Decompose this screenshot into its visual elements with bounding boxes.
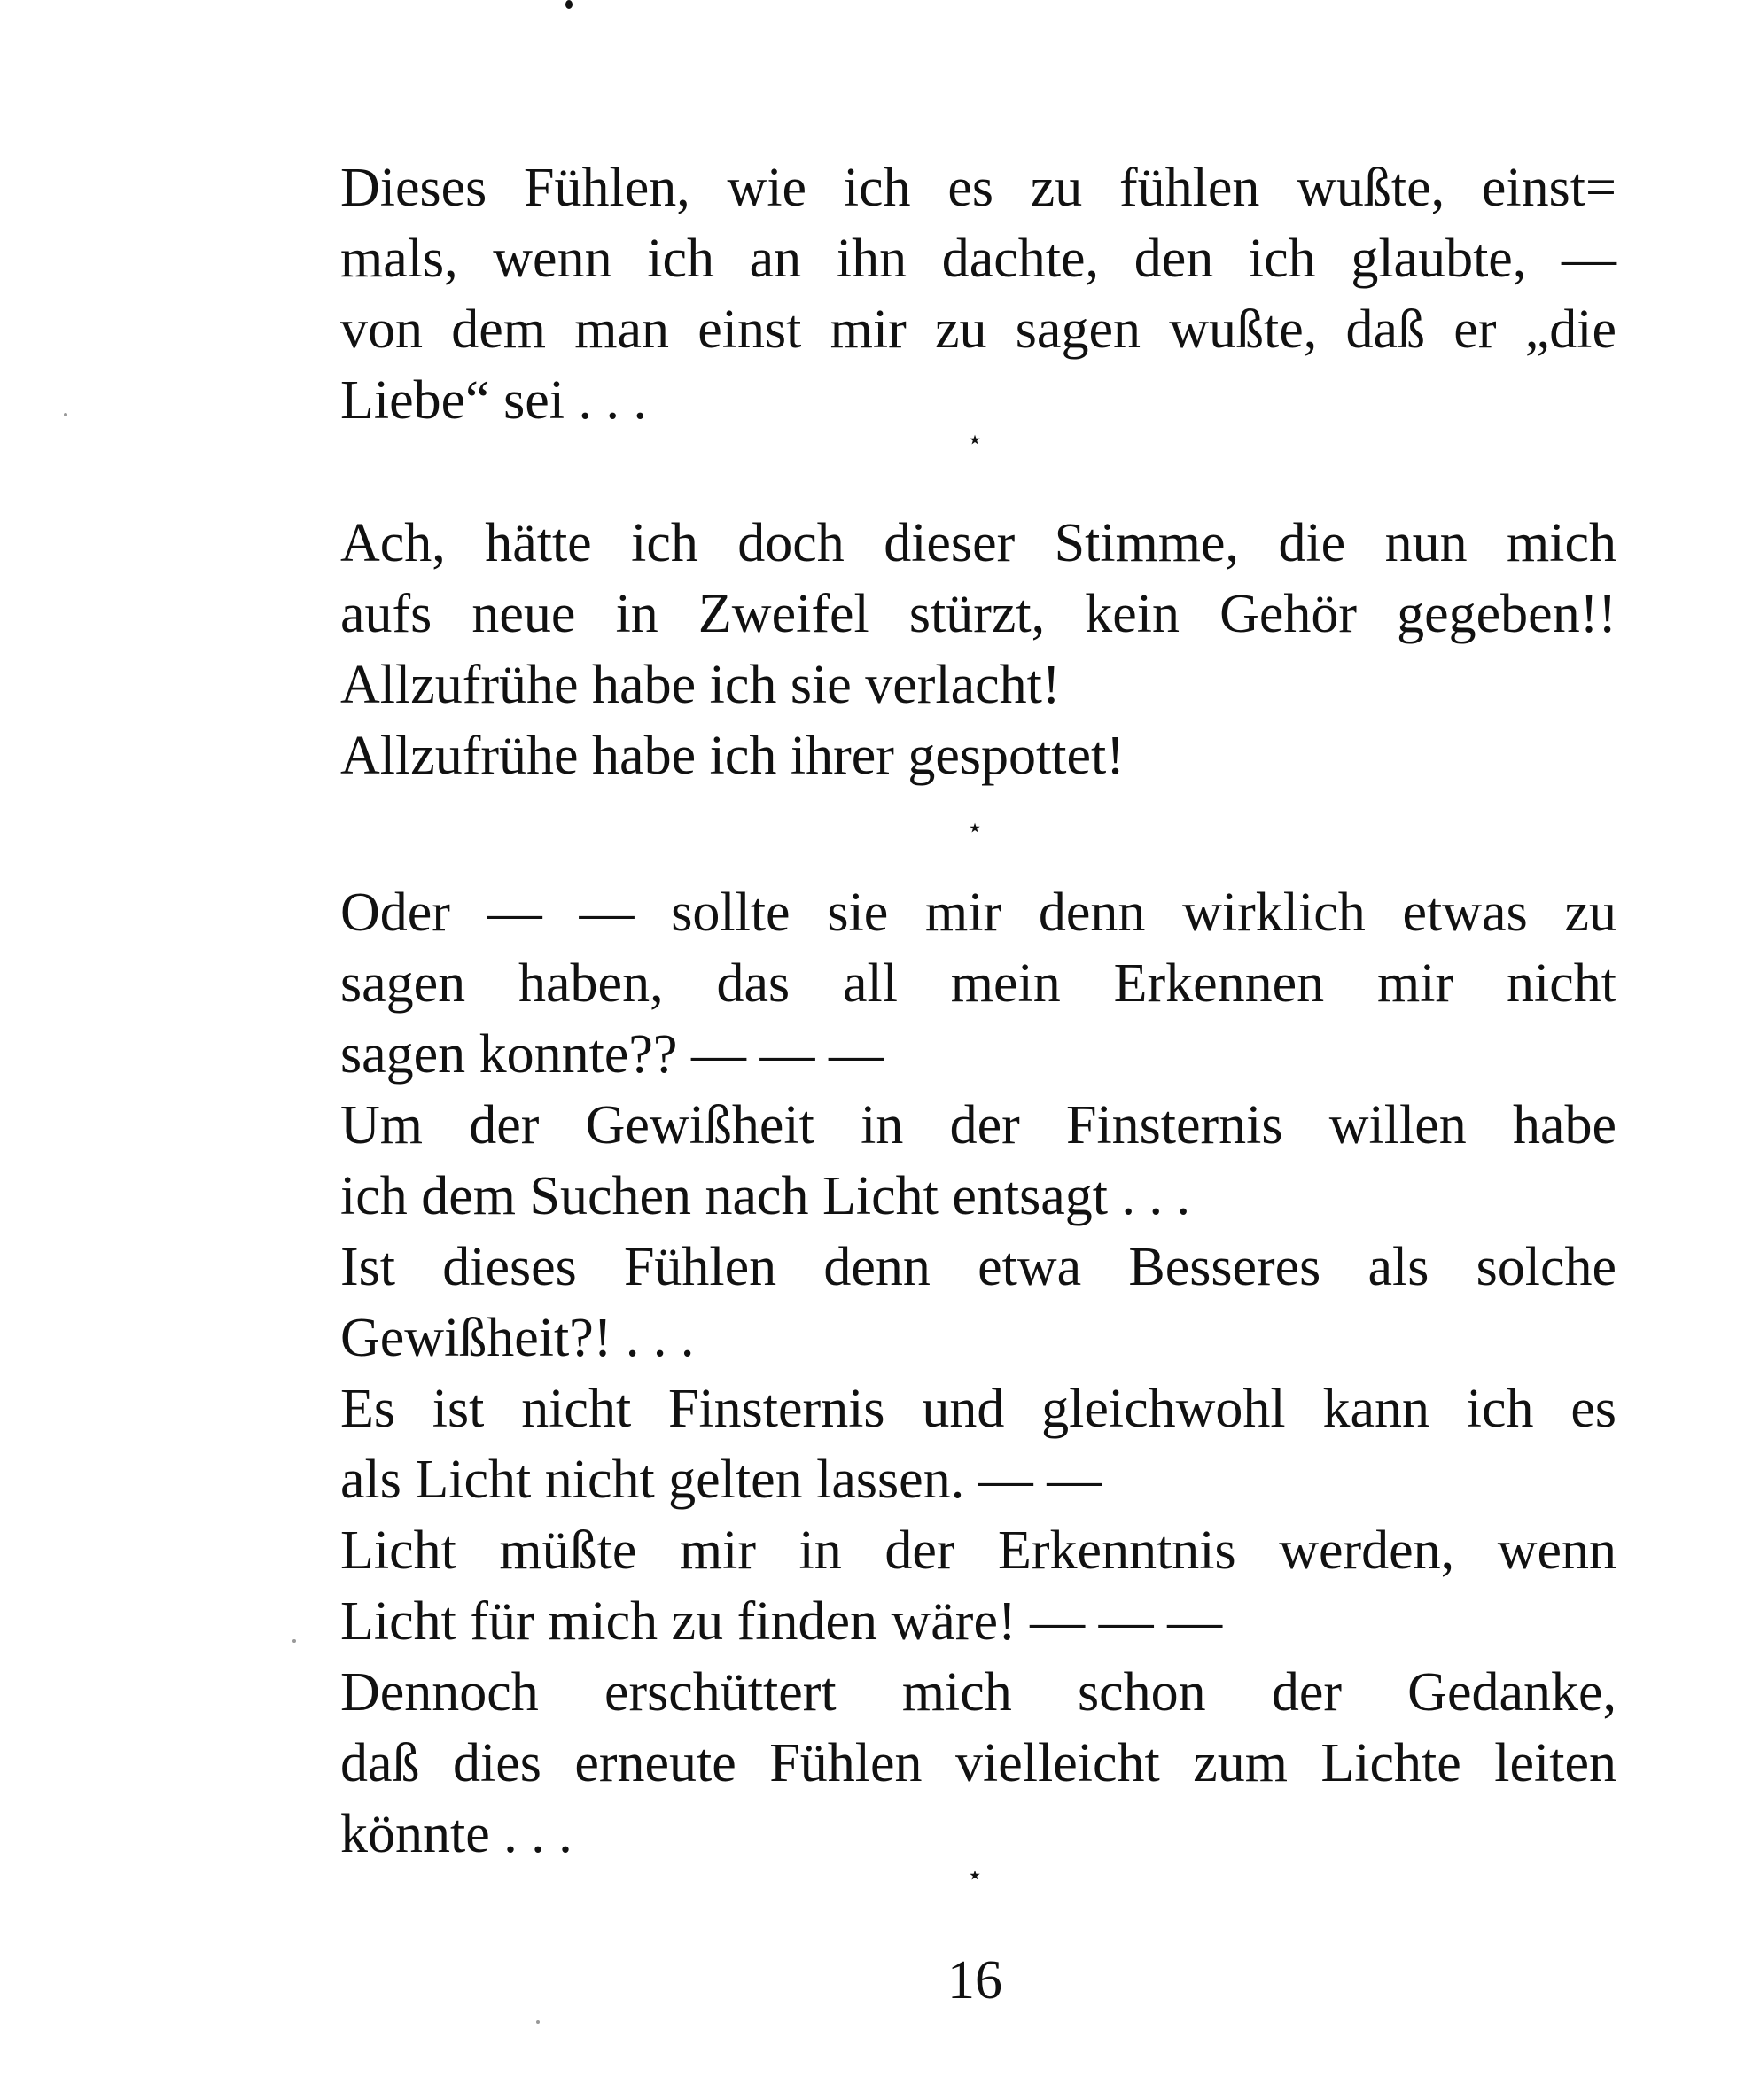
text-line: sagen haben, das all mein Erkennen mir nicht bbox=[340, 953, 1616, 1014]
scan-speck bbox=[64, 413, 67, 416]
text-line: als Licht nicht gelten lassen. — — bbox=[340, 1450, 1102, 1510]
text-line: aufs neue in Zweifel stürzt, kein Gehör gegeben!! bbox=[340, 584, 1616, 644]
text-line: Dieses Fühlen, wie ich es zu fühlen wußte, einst= bbox=[340, 158, 1616, 218]
text-line: Licht müßte mir in der Erkenntnis werden, wenn bbox=[340, 1521, 1616, 1581]
text-line: Allzufrühe habe ich sie verlacht! bbox=[340, 655, 1061, 715]
paragraph-1 bbox=[340, 152, 1616, 436]
text-line: daß dies erneute Fühlen vielleicht zum Lichte leiten bbox=[340, 1733, 1616, 1793]
section-separator-star: ⋆ bbox=[966, 813, 984, 843]
text-line: Licht für mich zu finden wäre! — — — bbox=[340, 1591, 1223, 1652]
text-line: Liebe“ sei . . . bbox=[340, 370, 648, 431]
text-line: könnte . . . bbox=[340, 1804, 573, 1864]
text-line: von dem man einst mir zu sagen wußte, daß er „die bbox=[340, 299, 1616, 360]
text-line: Allzufrühe habe ich ihrer gespottet! bbox=[340, 726, 1125, 786]
scan-speck bbox=[292, 1639, 296, 1643]
text-line: sagen konnte?? — — — bbox=[340, 1024, 884, 1085]
text-line: Gewißheit?! . . . bbox=[340, 1308, 695, 1368]
text-line: Ach, hätte ich doch dieser Stimme, die nun mich bbox=[340, 513, 1616, 573]
text-line: Um der Gewißheit in der Finsternis willen habe bbox=[340, 1095, 1616, 1155]
text-line: Ist dieses Fühlen denn etwa Besseres als solche bbox=[340, 1237, 1616, 1297]
paragraph-3 bbox=[340, 877, 1616, 1870]
text-line: mals, wenn ich an ihn dachte, den ich glaubte, — bbox=[340, 229, 1616, 289]
text-line: Oder — — sollte sie mir denn wirklich etwas zu bbox=[340, 883, 1616, 943]
text-line: Es ist nicht Finsternis und gleichwohl kann ich es bbox=[340, 1379, 1616, 1439]
ink-speck bbox=[565, 0, 573, 9]
paragraph-2 bbox=[340, 508, 1616, 791]
page-number: 16 bbox=[947, 1950, 1002, 2011]
text-line: ich dem Suchen nach Licht entsagt . . . bbox=[340, 1166, 1191, 1226]
text-line: Dennoch erschüttert mich schon der Gedanke, bbox=[340, 1662, 1616, 1723]
section-separator-star: ⋆ bbox=[966, 1861, 984, 1890]
scan-speck bbox=[536, 2020, 540, 2024]
section-separator-star: ⋆ bbox=[966, 425, 984, 455]
